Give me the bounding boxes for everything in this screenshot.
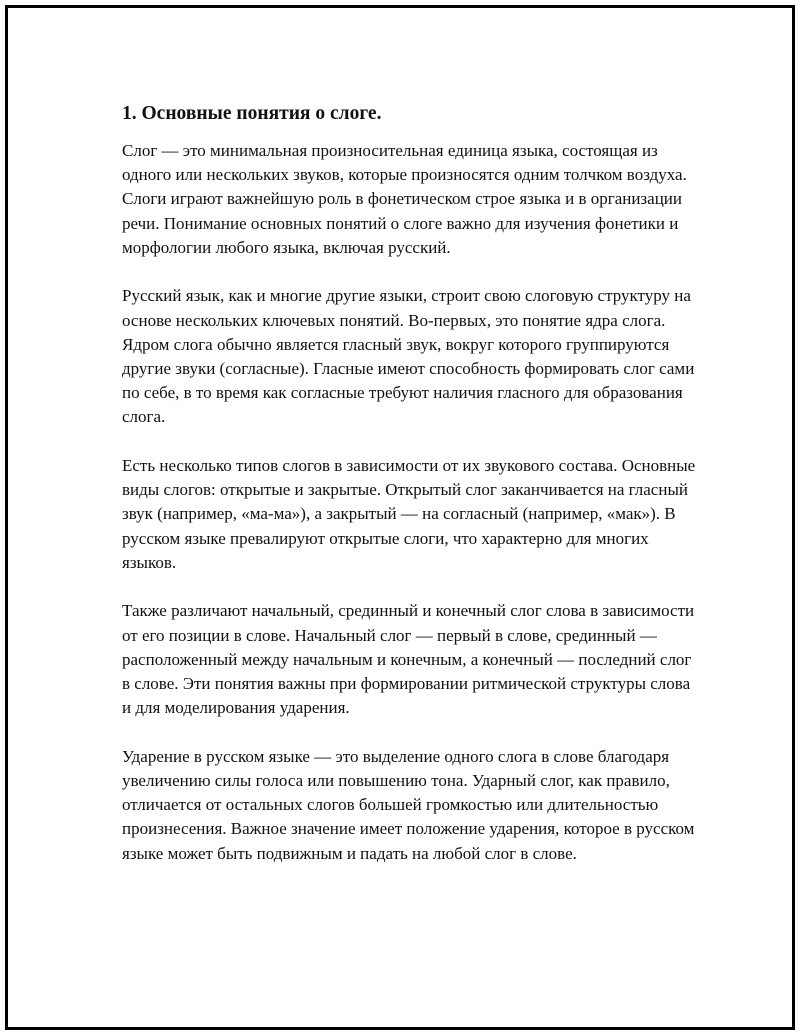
paragraph-syllable-nucleus: Русский язык, как и многие другие языки, строит свою слоговую структуру на основе нескольких ключевых понятий. Во-первых, это понятие ядра слога. Ядром слога обычно является гласный звук, вокруг которого группируются другие звуки (согласные). Гласные имеют способность формировать слог сами по себе, в то время как согласные требуют наличия гласного для образования слога. (122, 286, 695, 427)
page-frame (5, 5, 795, 1030)
paragraph-syllable-position: Также различают начальный, срединный и конечный слог слова в зависимости от его позиции в слове. Начальный слог — первый в слове, срединный — расположенный между начальным и конечным, а конечный — последний слог в слове. Эти понятия важны при формировании ритмической структуры слова и для моделирования ударения. (122, 601, 695, 718)
section-heading: 1. Основные понятия о слоге. (122, 103, 382, 124)
document-body (122, 101, 697, 890)
paragraph-syllable-types: Есть несколько типов слогов в зависимости от их звукового состава. Основные виды слогов: открытые и закрытые. Открытый слог заканчивается на гласный звук (например, «ма-ма»), а закрытый — на согласный (например, «мак»). В русском языке превалируют открытые слоги, что характерно для многих языков. (122, 456, 696, 572)
paragraph-syllable-definition: Слог — это минимальная произносительная единица языка, состоящая из одного или нескольких звуков, которые произносятся одним толчком воздуха. Слоги играют важнейшую роль в фонетическом строе языка и в организации речи. Понимание основных понятий о слоге важно для изучения фонетики и морфологии любого языка, включая русский. (122, 141, 687, 257)
paragraph-stress: Ударение в русском языке — это выделение одного слога в слове благодаря увеличению силы голоса или повышению тона. Ударный слог, как правило, отличается от остальных слогов большей громкостью или длительностью произнесения. Важное значение имеет положение ударения, которое в русском языке может быть подвижным и падать на любой слог в слове. (122, 746, 695, 863)
